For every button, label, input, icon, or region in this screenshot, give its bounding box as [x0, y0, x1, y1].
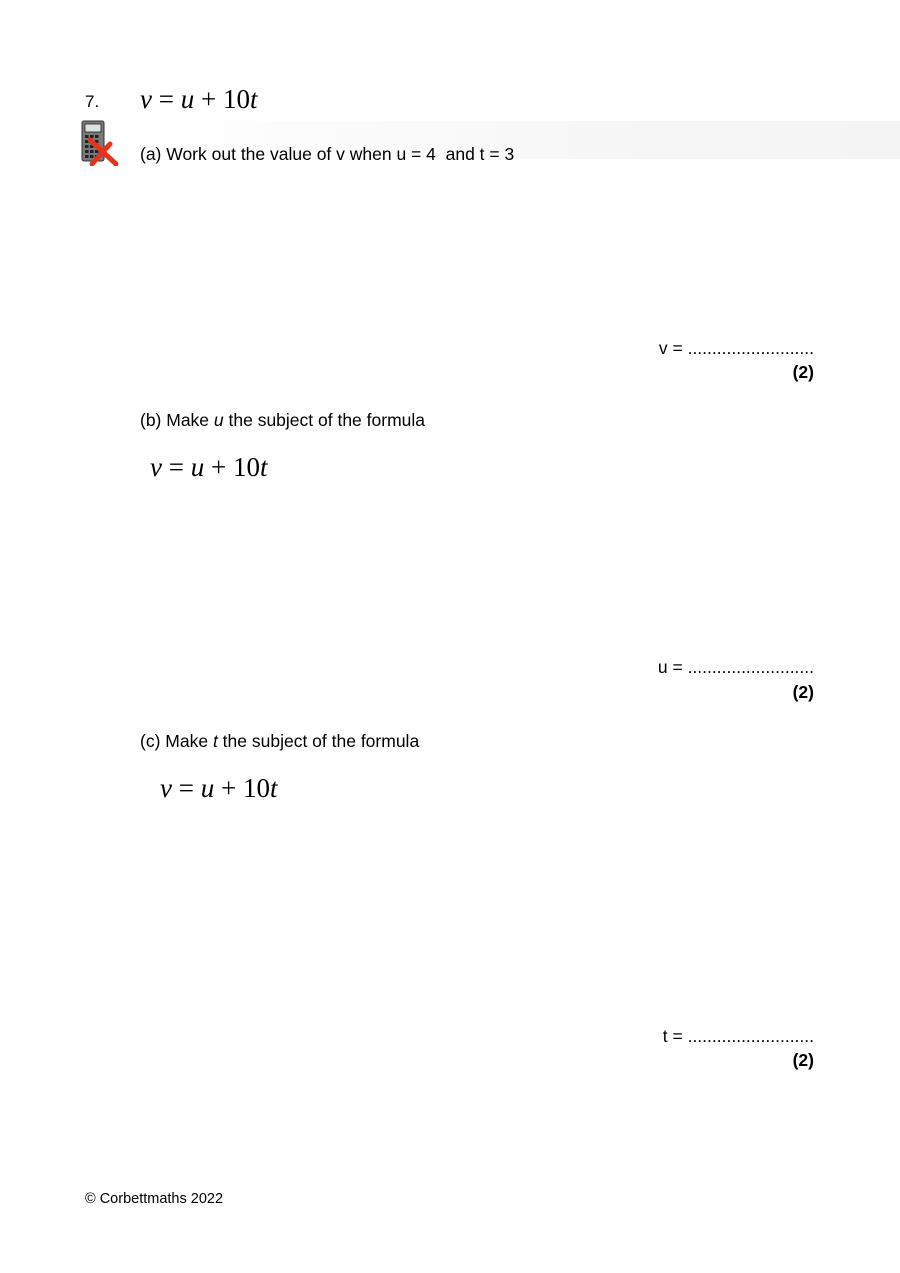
part-b-answer-line: u = ..........................	[657, 657, 814, 677]
part-a-answer-line: v = ..........................	[658, 338, 814, 358]
part-b-formula: v = u + 10t	[150, 452, 268, 482]
question-number: 7.	[85, 92, 100, 111]
part-c-answer-line: t = ..........................	[662, 1026, 814, 1046]
part-c-formula: v = u + 10t	[160, 773, 278, 803]
part-c-marks: (2)	[792, 1050, 814, 1070]
part-b-marks: (2)	[792, 682, 814, 702]
part-a-question: (a) Work out the value of v when u = 4 and t = 3	[140, 144, 515, 164]
part-a-marks: (2)	[792, 362, 814, 382]
main-formula: v = u + 10t	[140, 84, 258, 114]
part-b-question: (b) Make u the subject of the formula	[140, 410, 426, 430]
no-calculator-icon	[80, 120, 120, 166]
copyright-footer: © Corbettmaths 2022	[85, 1191, 224, 1207]
part-c-question: (c) Make t the subject of the formula	[140, 731, 420, 751]
